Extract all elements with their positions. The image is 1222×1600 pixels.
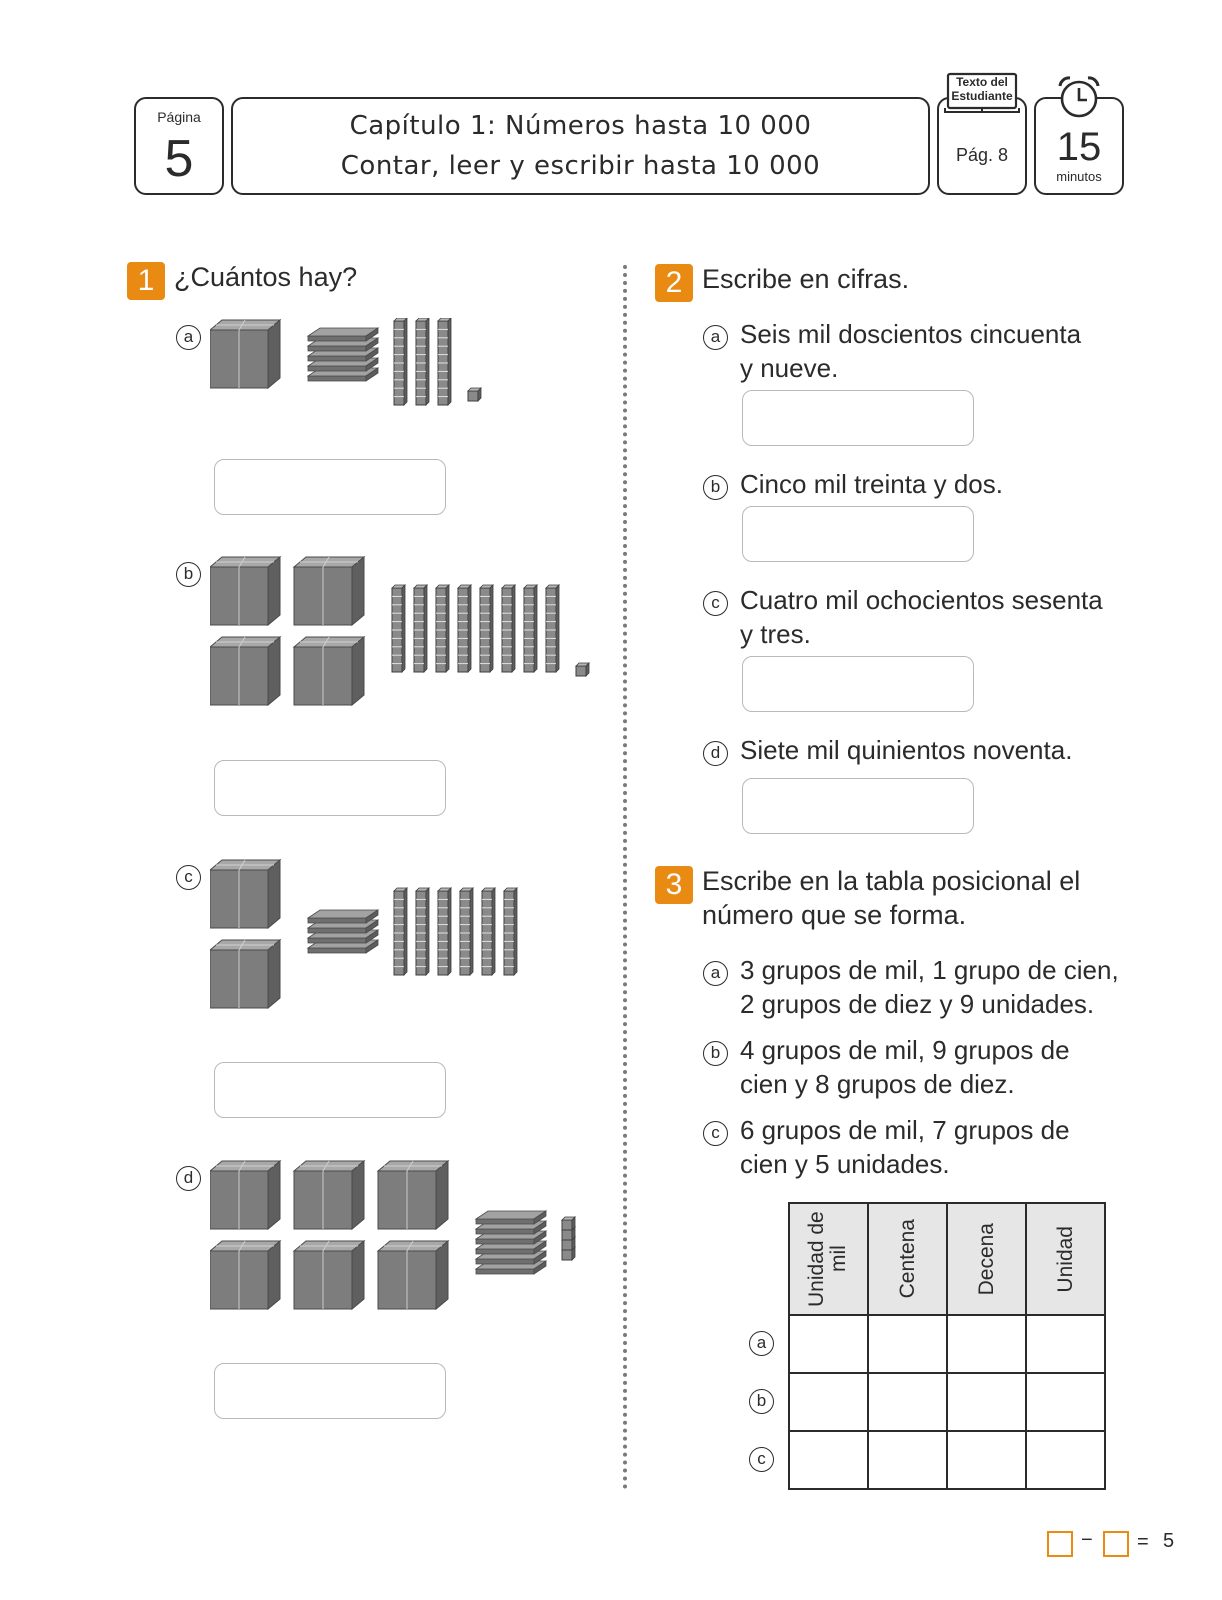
thousand-cube xyxy=(294,1241,364,1309)
q2-b-answer-box[interactable] xyxy=(742,506,974,562)
q1-c-letter: c xyxy=(176,865,201,890)
ten-rod xyxy=(416,318,429,405)
thousand-cube xyxy=(378,1241,448,1309)
ten-rod xyxy=(504,888,517,975)
cell-a-thousands[interactable] xyxy=(789,1315,868,1373)
question-2-badge: 2 xyxy=(655,264,693,302)
page-label: Página xyxy=(157,109,201,125)
unit-cube xyxy=(576,663,589,676)
alarm-clock-icon xyxy=(1054,74,1104,120)
q3-a-text-line1: 3 grupos de mil, 1 grupo de cien, xyxy=(740,955,1119,985)
cell-a-tens[interactable] xyxy=(947,1315,1026,1373)
ten-rod xyxy=(460,888,473,975)
cell-c-ones[interactable] xyxy=(1026,1431,1105,1489)
cell-c-thousands[interactable] xyxy=(789,1431,868,1489)
q2-a-answer-box[interactable] xyxy=(742,390,974,446)
cell-a-ones[interactable] xyxy=(1026,1315,1105,1373)
cell-a-hundreds[interactable] xyxy=(868,1315,947,1373)
table-row-b-letter: b xyxy=(749,1389,774,1414)
book-icon xyxy=(943,72,1021,114)
textbook-label: Texto del Estudiante xyxy=(951,75,1013,103)
thousand-cube xyxy=(210,860,280,928)
header-thousands: Unidad de mil xyxy=(789,1203,868,1315)
q1-d-letter: d xyxy=(176,1166,201,1191)
textbook-page: Pág. 8 xyxy=(955,145,1009,165)
q2-b-letter: b xyxy=(703,475,728,500)
question-1-badge: 1 xyxy=(127,262,165,300)
q2-d-answer-box[interactable] xyxy=(742,778,974,834)
q3-c-text-line2: cien y 5 unidades. xyxy=(740,1149,950,1179)
ten-rod xyxy=(524,585,537,672)
time-value: 15 xyxy=(1056,125,1102,169)
hundred-flats xyxy=(308,328,378,381)
question-3-title-line2: número que se forma. xyxy=(702,900,967,930)
q1-b-letter: b xyxy=(176,562,201,587)
question-1-title: ¿Cuántos hay? xyxy=(174,262,358,292)
ten-rod xyxy=(394,318,407,405)
header-hundreds: Centena xyxy=(868,1203,947,1315)
q2-d-letter: d xyxy=(703,741,728,766)
q2-c-answer-box[interactable] xyxy=(742,656,974,712)
q2-c-text-line2: y tres. xyxy=(740,619,811,649)
q1-b-answer-box[interactable] xyxy=(214,760,446,816)
footer-box-1 xyxy=(1047,1531,1073,1557)
ten-rod xyxy=(438,888,451,975)
q2-a-text-line2: y nueve. xyxy=(740,353,839,383)
header-tens: Decena xyxy=(947,1203,1026,1315)
base-ten-blocks xyxy=(210,318,590,428)
q3-c-text-line1: 6 grupos de mil, 7 grupos de xyxy=(740,1115,1070,1145)
page-number: 5 xyxy=(164,130,194,188)
ten-rod xyxy=(458,585,471,672)
cell-c-hundreds[interactable] xyxy=(868,1431,947,1489)
cell-b-tens[interactable] xyxy=(947,1373,1026,1431)
q1-d-answer-box[interactable] xyxy=(214,1363,446,1419)
cell-b-hundreds[interactable] xyxy=(868,1373,947,1431)
thousand-cube xyxy=(210,1241,280,1309)
q1-c-blocks xyxy=(210,858,590,1018)
page-number-box xyxy=(134,97,224,195)
unit-cube xyxy=(562,1217,575,1230)
thousand-cube xyxy=(210,1161,280,1229)
thousand-cube xyxy=(210,637,280,705)
question-2-title: Escribe en cifras. xyxy=(702,264,910,294)
q2-b-text-line1: Cinco mil treinta y dos. xyxy=(740,469,1003,499)
q2-a-text-line1: Seis mil doscientos cincuenta xyxy=(740,319,1082,349)
footer-result: 5 xyxy=(1163,1530,1175,1552)
ten-rod xyxy=(438,318,451,405)
thousand-cube xyxy=(210,557,280,625)
ten-rod xyxy=(502,585,515,672)
q1-a-letter: a xyxy=(176,325,201,350)
place-value-table xyxy=(788,1202,1106,1490)
chapter-title-box xyxy=(231,97,930,195)
footer-box-2 xyxy=(1103,1531,1129,1557)
q3-b-text-line2: cien y 8 grupos de diez. xyxy=(740,1069,1015,1099)
cell-c-tens[interactable] xyxy=(947,1431,1026,1489)
base-ten-blocks xyxy=(210,1159,590,1319)
unit-cube xyxy=(468,388,481,401)
chapter-title: Capítulo 1: Números hasta 10 000 xyxy=(349,111,812,141)
thousand-cube xyxy=(294,1161,364,1229)
q3-c-letter: c xyxy=(703,1121,728,1146)
table-row-a-letter: a xyxy=(749,1331,774,1356)
cell-b-ones[interactable] xyxy=(1026,1373,1105,1431)
column-divider xyxy=(623,265,627,1490)
q2-d-text-line1: Siete mil quinientos noventa. xyxy=(740,735,1073,765)
q1-a-blocks xyxy=(210,318,590,428)
base-ten-blocks xyxy=(210,858,590,1018)
ten-rod xyxy=(480,585,493,672)
ten-rod xyxy=(436,585,449,672)
ten-rod xyxy=(394,888,407,975)
q2-c-text-line1: Cuatro mil ochocientos sesenta xyxy=(740,585,1103,615)
q3-a-letter: a xyxy=(703,961,728,986)
ten-rod xyxy=(482,888,495,975)
hundred-flats xyxy=(308,910,378,953)
q1-c-answer-box[interactable] xyxy=(214,1062,446,1118)
footer-equals: = xyxy=(1137,1531,1149,1553)
q3-b-text-line1: 4 grupos de mil, 9 grupos de xyxy=(740,1035,1070,1065)
thousand-cube xyxy=(294,637,364,705)
question-3-badge: 3 xyxy=(655,866,693,904)
thousand-cube xyxy=(210,940,280,1008)
ten-rod xyxy=(416,888,429,975)
q3-b-letter: b xyxy=(703,1041,728,1066)
question-3-title-line1: Escribe en la tabla posicional el xyxy=(702,866,1081,896)
q2-c-letter: c xyxy=(703,591,728,616)
ten-rod xyxy=(546,585,559,672)
thousand-cube xyxy=(210,320,280,388)
thousand-cube xyxy=(294,557,364,625)
q1-b-blocks xyxy=(210,555,590,715)
q2-a-letter: a xyxy=(703,325,728,350)
time-unit: minutos xyxy=(1056,169,1102,184)
hundred-flats xyxy=(476,1211,546,1274)
thousand-cube xyxy=(378,1161,448,1229)
ten-rod xyxy=(392,585,405,672)
table-row-c-letter: c xyxy=(749,1447,774,1472)
q1-d-blocks xyxy=(210,1159,590,1319)
footer-minus: − xyxy=(1081,1529,1093,1551)
base-ten-blocks xyxy=(210,555,590,715)
cell-b-thousands[interactable] xyxy=(789,1373,868,1431)
ten-rod xyxy=(414,585,427,672)
topic-title: Contar, leer y escribir hasta 10 000 xyxy=(340,151,821,181)
q3-a-text-line2: 2 grupos de diez y 9 unidades. xyxy=(740,989,1095,1019)
header-ones: Unidad xyxy=(1026,1203,1105,1315)
q1-a-answer-box[interactable] xyxy=(214,459,446,515)
